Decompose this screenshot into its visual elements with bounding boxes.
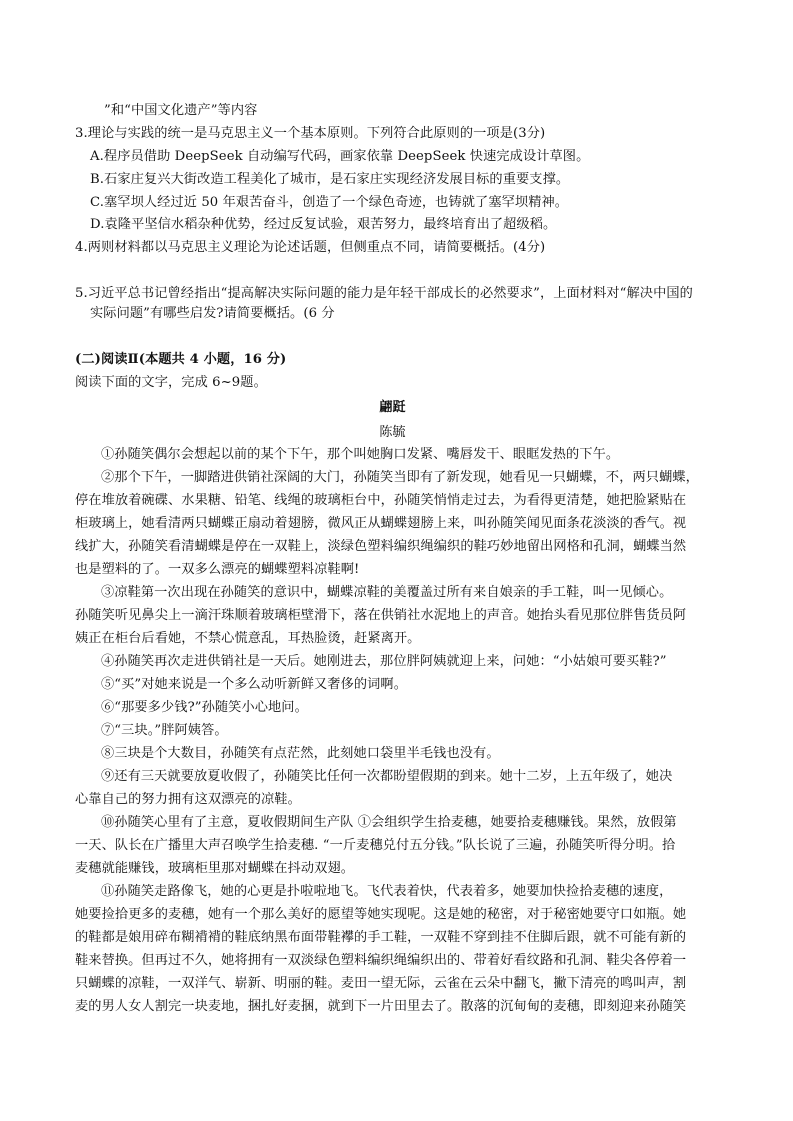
paragraph-line: 柜玻璃上，她看清两只蝴蝶正扇动着翅膀，微风正从蝴蝶翅膀上来，叫孙随笑闻见面条花淡淡的香气。视 <box>75 516 687 531</box>
question-continuation: ”和“中国文化遗产”等内容 <box>104 103 258 118</box>
question-4: 4.两则材料都以马克思主义理论为论述话题，但侧重点不同，请简要概括。(4分) <box>75 240 546 255</box>
question-5-line-2: 实际问题”有哪些启发?请简要概括。(6 分 <box>90 306 335 321</box>
paragraph-line: 鞋来替换。但再过不久，她将拥有一双淡绿色塑料编织绳编织出的、带着好看纹路和孔洞、鞋尖各停着一 <box>75 953 687 968</box>
paragraph-line: ②那个下午，一脚踏进供销社深阔的大门，孙随笑当即有了新发现，她看见一只蝴蝶，不，两只蝴蝶， <box>101 470 699 485</box>
question-3-option-b: B.石家庄复兴大街改造工程美化了城市，是石家庄实现经济发展目标的重要支撑。 <box>90 172 570 187</box>
paragraph-line: ⑨还有三天就要放夏收假了，孙随笑比任何一次都盼望假期的到来。她十二岁，上五年级了，她决 <box>101 769 673 784</box>
paragraph-line: 停在堆放着碗碟、水果糖、铅笔、线绳的玻璃柜台中，孙随笑悄悄走过去，为看得更清楚，她把脸紧贴在 <box>75 493 687 508</box>
question-3-option-c: C.塞罕坝人经过近 50 年艰苦奋斗，创造了一个绿色奇迹，也铸就了塞罕坝精神。 <box>90 195 569 210</box>
paragraph-line: ⑧三块是个大数目，孙随笑有点茫然，此刻她口袋里半毛钱也没有。 <box>101 746 500 761</box>
paragraph-line: ⑤“买”对她来说是一个多么动听新鲜又奢侈的词啊。 <box>101 677 408 692</box>
paragraph-line: ④孙随笑再次走进供销社是一天后。她刚进去，那位胖阿姨就迎上来，问她：“小姑娘可要买鞋?” <box>101 654 667 669</box>
paragraph-line: 线扩大，孙随笑看清蝴蝶是停在一双鞋上，淡绿色塑料编织绳编织的鞋巧妙地留出网格和孔洞，蝴蝶当然 <box>75 539 687 554</box>
paragraph-line: 她要捡拾更多的麦穗，她有一个那么美好的愿望等她实现呢。这是她的秘密，对于秘密她要守口如瓶。她 <box>75 907 687 922</box>
paragraph-line: ⑩孙随笑心里有了主意，夏收假期间生产队 ①会组织学生拾麦穗，她要拾麦穗赚钱。果然，放假第 <box>101 815 677 830</box>
paragraph-line: 麦的男人女人割完一块麦地，捆扎好麦捆，就到下一片田里去了。散落的沉甸甸的麦穗，即刻迎来孙随笑 <box>75 999 687 1014</box>
story-title: 翩跹 <box>379 400 406 415</box>
question-5-line-1: 5.习近平总书记曾经指出“提高解决实际问题的能力是年轻干部成长的必然要求”，上面材料对“解决中国的 <box>75 286 693 301</box>
paragraph-line: ①孙随笑偶尔会想起以前的某个下午，那个叫她胸口发紧、嘴唇发干、眼眶发热的下午。 <box>101 447 620 462</box>
section-header: (二)阅读Ⅱ(本题共 4 小题，16 分) <box>75 352 287 367</box>
story-author: 陈毓 <box>379 425 406 440</box>
paragraph-line: 的鞋都是娘用碎布糊褙褙的鞋底纳黑布面带鞋襻的手工鞋，一双鞋不穿到挂不住脚后跟，就不可能有新的 <box>75 930 687 945</box>
section-instruction: 阅读下面的文字，完成 6~9题。 <box>75 375 267 390</box>
paragraph-line: ③凉鞋第一次出现在孙随笑的意识中，蝴蝶凉鞋的美覆盖过所有来自娘亲的手工鞋，叫一见倾心。 <box>101 585 673 600</box>
question-3-stem: 3.理论与实践的统一是马克思主义一个基本原则。下列符合此原则的一项是(3分) <box>75 126 546 141</box>
paragraph-line: 姨正在柜台后看她，不禁心慌意乱，耳热脸烫，赶紧离开。 <box>75 631 421 646</box>
paragraph-line: ⑪孙随笑走路像飞，她的心更是扑啦啦地飞。飞代表着快，代表着多，她要加快捡拾麦穗的速度， <box>101 884 673 899</box>
paragraph-line: ⑥“那要多少钱?”孙随笑小心地问。 <box>101 700 308 715</box>
paragraph-line: 心靠自己的努力拥有这双漂亮的凉鞋。 <box>75 792 301 807</box>
question-3-option-d: D.袁隆平坚信水稻杂种优势，经过反复试验，艰苦努力，最终培育出了超级稻。 <box>90 217 557 232</box>
paragraph-line: 麦穗就能赚钱，玻璃柜里那对蝴蝶在抖动双翅。 <box>75 861 355 876</box>
paragraph-line: 一天、队长在广播里大声召唤学生拾麦穗. “一斤麦穗兑付五分钱。”队长说了三遍，孙随笑听得分明。拾 <box>75 838 676 853</box>
paragraph-line: 也是塑料的了。一双多么漂亮的蝴蝶塑料凉鞋啊! <box>75 562 360 577</box>
paragraph-line: 只蝴蝶的凉鞋，一双洋气、崭新、明丽的鞋。麦田一望无际，云雀在云朵中翻飞，撇下清亮的鸣叫声，割 <box>75 976 687 991</box>
paragraph-line: 孙随笑听见鼻尖上一滴汗珠顺着玻璃柜壁滑下，落在供销社水泥地上的声音。她抬头看见那位胖售货员阿 <box>75 608 687 623</box>
question-3-option-a: A.程序员借助 DeepSeek 自动编写代码，画家依靠 DeepSeek 快速完成设计草图。 <box>90 149 590 164</box>
paragraph-line: ⑦“三块。”胖阿姨答。 <box>101 723 228 738</box>
